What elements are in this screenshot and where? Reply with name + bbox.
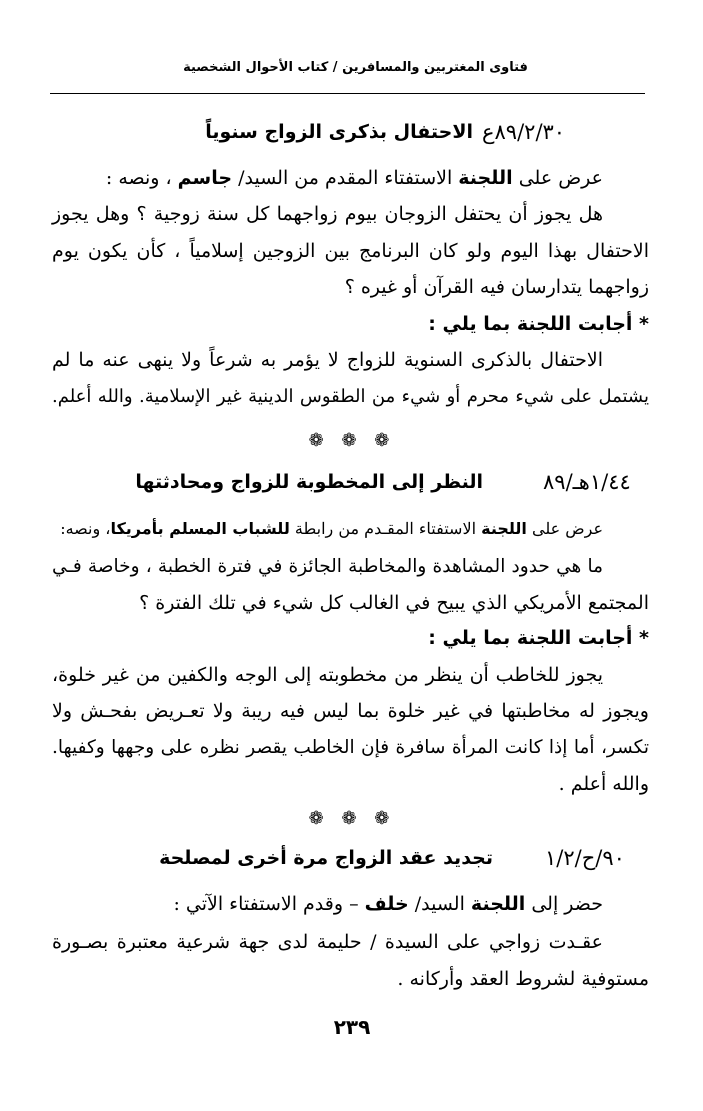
answer-line: يشتمل على شيء محرم أو شيء من الطقوس الدينية غير الإسلامية. والله أعلم. (52, 386, 649, 407)
question-line: هل يجوز أن يحتفل الزوجان بيوم زواجهما كل سنة زوجية ؟ وهل يجوز (52, 203, 603, 225)
section-ornament: ❁ ❁ ❁ (308, 430, 396, 451)
page-number: ٢٣٩ (333, 1015, 371, 1039)
question-line: عقـدت زواجي على السيدة / حليمة لدى جهة شرعية معتبرة بصـورة (52, 931, 603, 953)
question-line: الاحتفال بهذا اليوم ولو كان البرنامج بين الزوجين إسلامياً ، كأن يكون يوم (52, 240, 649, 262)
answer-line: يجوز للخاطب أن ينظر من مخطوبته إلى الوجه والكفين من غير خلوة، (52, 664, 603, 686)
intro-line: عرض على اللجنة الاستفتاء المقدم من السيد/ جاسم ، ونصه : (105, 167, 603, 189)
answer-line: ويجوز له مخاطبتها في غير خلوة بما ليس فيه ريبة ولا تعـريض بفحـش ولا (52, 700, 649, 722)
fatwa-title: الاحتفال بذكرى الزواج سنوياً (205, 121, 473, 143)
answer-line: الاحتفال بالذكرى السنوية للزواج لا يؤمر به شرعاً ولا ينهى عنه ما لم (52, 349, 603, 371)
question-line: زواجهما يتدارسان فيه القرآن أو غيره ؟ (344, 276, 649, 298)
intro-line: عرض على اللجنة الاستفتاء المقـدم من رابطة للشباب المسلم بأمريكا، ونصه: (60, 519, 603, 538)
answer-line: والله أعلم . (558, 773, 649, 795)
intro-line: حضر إلى اللجنة السيد/ خلف – وقدم الاستفتاء الآتي : (173, 893, 603, 915)
answer-line: تكسر، أما إذا كانت المرأة سافرة فإن الخاطب يقصر نظره على وجهها وكفيها. (52, 737, 649, 758)
petitioner-name: خلف (364, 893, 409, 915)
petitioner-name: جاسم (177, 167, 233, 189)
answer-label: * أجابت اللجنة بما يلي : (428, 627, 649, 649)
fatwa-code: ٩٠/ح/١/٢ (545, 846, 625, 870)
answer-label: * أجابت اللجنة بما يلي : (428, 313, 649, 335)
committee-name: اللجنة (470, 893, 526, 915)
question-line: المجتمع الأمريكي الذي يبيح في الغالب كل شيء في تلك الفترة ؟ (139, 592, 649, 614)
header-rule (50, 93, 645, 94)
running-head: فتاوى المغتربين والمسافرين / كتاب الأحوال الشخصية (183, 60, 528, 75)
question-line: مستوفية لشروط العقد وأركانه . (397, 968, 649, 990)
committee-name: اللجنة (481, 519, 527, 538)
question-line: ما هي حدود المشاهدة والمخاطبة الجائزة في فترة الخطبة ، وخاصة فـي (52, 556, 603, 577)
fatwa-code: ١/٤٤هـ/٨٩ (543, 470, 631, 494)
committee-name: اللجنة (458, 167, 513, 189)
fatwa-title: تجديد عقد الزواج مرة أخرى لمصلحة (159, 847, 493, 869)
section-ornament: ❁ ❁ ❁ (308, 808, 396, 829)
petitioner-name: للشباب المسلم بأمريكا (110, 519, 290, 538)
fatwa-title: النظر إلى المخطوبة للزواج ومحادثتها (135, 471, 483, 493)
fatwa-code: ٨٩/٢/٣٠ع (482, 120, 566, 144)
